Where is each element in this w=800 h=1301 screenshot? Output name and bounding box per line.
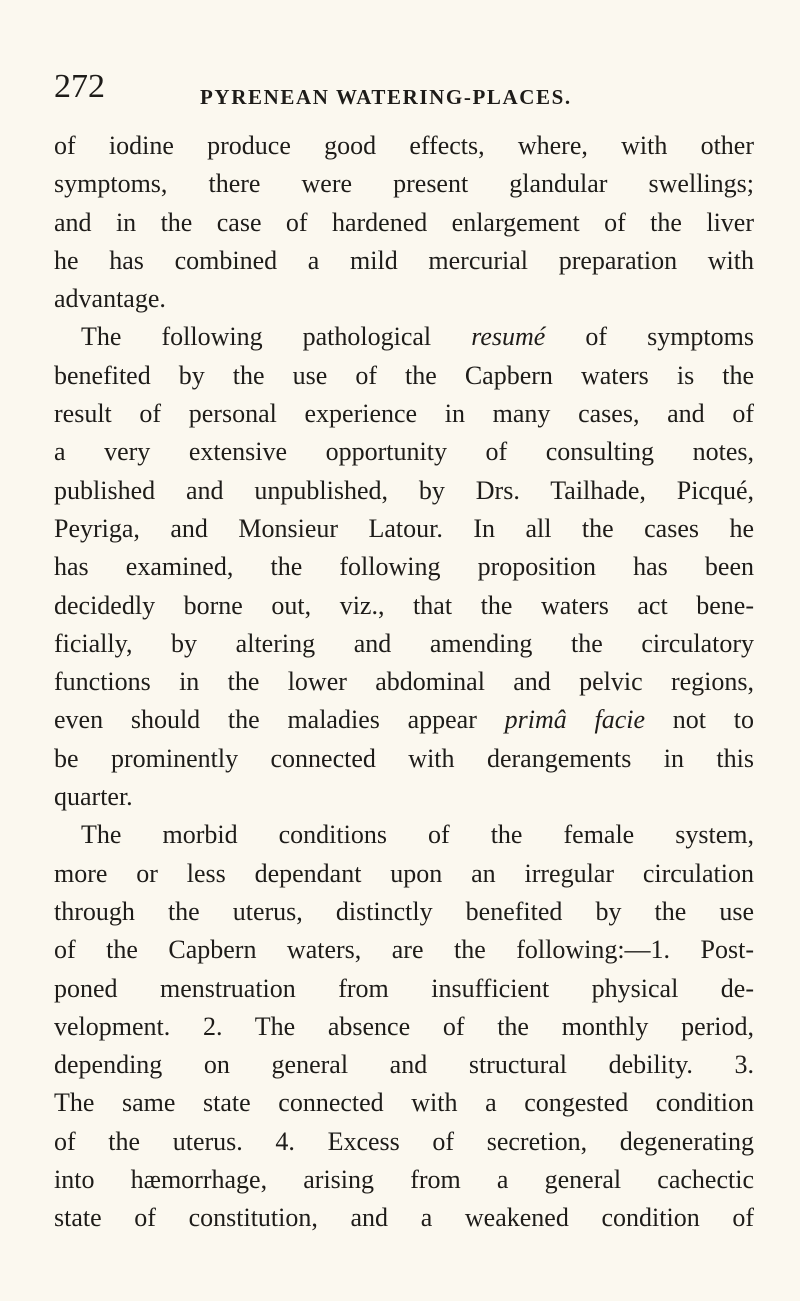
text-line: decidedly borne out, viz., that the waters act bene- [54, 590, 754, 620]
running-head: PYRENEAN WATERING-PLACES. [200, 85, 572, 109]
text-line: even should the maladies appear primâ facie not to [54, 705, 754, 735]
text-line: ficially, by altering and amending the circulatory [54, 628, 754, 658]
text-line: a very extensive opportunity of consulting notes, [54, 437, 754, 467]
text-line: of the Capbern waters, are the following:—1. Post- [54, 935, 754, 965]
page-number: 272 [54, 68, 105, 105]
text-line: into hæmorrhage, arising from a general cachectic [54, 1165, 754, 1195]
text-line: The morbid conditions of the female system, [81, 820, 754, 850]
text-line: symptoms, there were present glandular swellings; [54, 169, 754, 199]
text-line: published and unpublished, by Drs. Tailhade, Picqué, [54, 475, 754, 505]
text-line: be prominently connected with derangements in this [54, 743, 754, 773]
text-line: The following pathological resumé of symptoms [81, 322, 754, 352]
text-line: he has combined a mild mercurial preparation with [54, 245, 754, 275]
text-line: functions in the lower abdominal and pelvic regions, [54, 667, 754, 697]
text-line: benefited by the use of the Capbern waters is the [54, 360, 754, 390]
text-line: of iodine produce good effects, where, with other [54, 131, 754, 160]
text-line: poned menstruation from insufficient physical de- [54, 973, 754, 1003]
text-line: state of constitution, and a weakened condition of [54, 1203, 754, 1233]
text-line: result of personal experience in many cases, and of [54, 399, 754, 429]
text-line: through the uterus, distinctly benefited by the use [54, 896, 754, 926]
text-line: velopment. 2. The absence of the monthly period, [54, 1011, 754, 1041]
italic-term: resumé [471, 322, 546, 352]
text-line: The same state connected with a congested condition [54, 1088, 754, 1118]
text-line: has examined, the following proposition has been [54, 552, 754, 582]
text-line: advantage. [54, 284, 166, 314]
text-line: quarter. [54, 782, 133, 812]
page-header [54, 70, 754, 120]
text-line: Peyriga, and Monsieur Latour. In all the cases he [54, 513, 754, 543]
text-line: and in the case of hardened enlargement of the liver [54, 207, 754, 237]
text-line: depending on general and structural debility. 3. [54, 1050, 754, 1080]
body-text [54, 127, 754, 1238]
text-line: more or less dependant upon an irregular circulation [54, 858, 754, 888]
text-line: of the uterus. 4. Excess of secretion, degenerating [54, 1126, 754, 1156]
italic-term: primâ facie [504, 705, 646, 735]
